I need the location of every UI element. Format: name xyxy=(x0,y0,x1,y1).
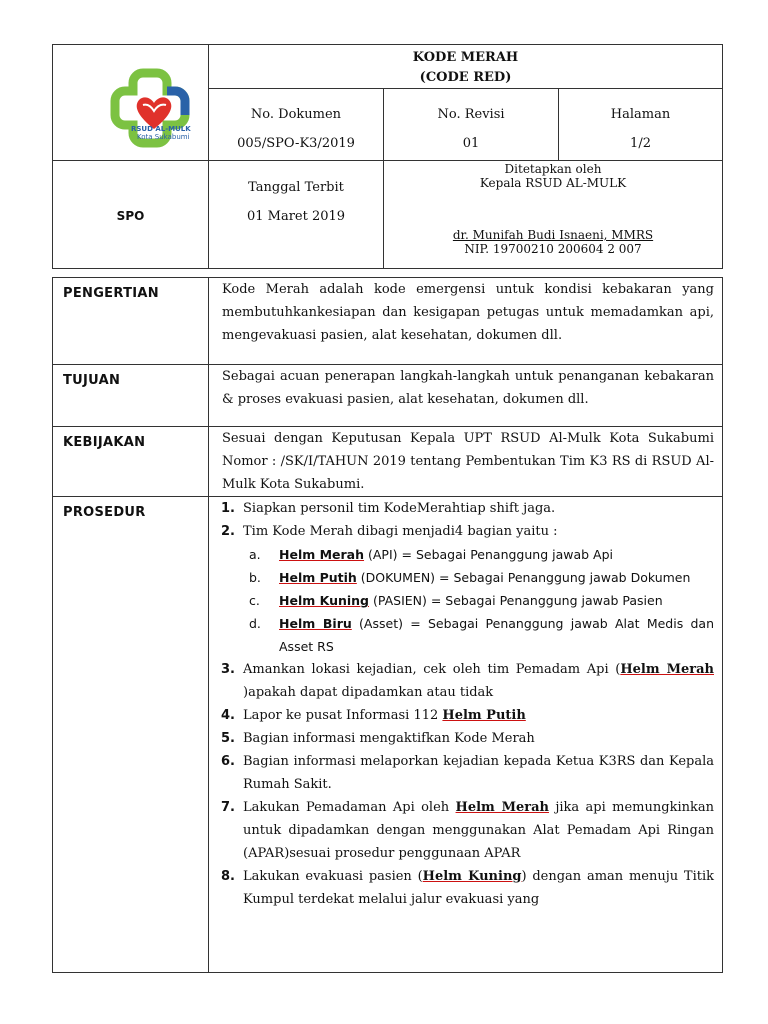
prosedur-content xyxy=(209,497,723,973)
title-cell xyxy=(209,45,723,89)
step-number: 8. xyxy=(221,869,235,884)
step-text: Amankan lokasi kejadian, cek oleh tim Pemadam Api ( xyxy=(243,662,621,677)
step-text: jika api memungkinkan untuk dipadamkan dengan menggunakan Alat Pemadam Api Ringan (APAR)sesuai prosedur penggunaan APAR xyxy=(243,800,714,861)
ditetapkan-line1: Ditetapkan oleh xyxy=(504,162,602,176)
helm-putih-label: Helm Putih xyxy=(442,708,526,723)
step-text: Lapor ke pusat Informasi 112 xyxy=(243,708,443,723)
ditetapkan-line2: Kepala RSUD AL-MULK xyxy=(479,176,627,190)
document-title: KODE MERAH xyxy=(412,50,519,65)
document-page xyxy=(52,44,724,973)
logo-icon xyxy=(53,45,209,159)
logo-cell xyxy=(53,45,209,161)
list-item xyxy=(209,727,714,750)
step-number: 2. xyxy=(221,524,235,539)
ditetapkan-cell xyxy=(384,161,723,269)
step-number: 5. xyxy=(221,731,235,746)
tujuan-label: TUJUAN xyxy=(53,365,209,427)
sub-letter: b. xyxy=(249,570,261,585)
sub-text: (Asset) = Sebagai Penanggung jawab Alat Medis dan Asset RS xyxy=(279,616,714,654)
no-revisi-value: 01 xyxy=(462,136,480,151)
kebijakan-text: Sesuai dengan Keputusan Kepala UPT RSUD Al-Mulk Kota Sukabumi Nomor : /SK/I/TAHUN 2019 tentang Pembentukan Tim K3 RS di RSUD Al-Mulk Kota Sukabumi. xyxy=(209,427,723,497)
helm-merah-label: Helm Merah xyxy=(620,662,714,677)
tanggal-value: 01 Maret 2019 xyxy=(246,209,346,224)
sub-text: (DOKUMEN) = Sebagai Penanggung jawab Dokumen xyxy=(356,570,691,585)
list-item xyxy=(209,704,714,727)
helm-merah-label: Helm Merah xyxy=(279,547,365,562)
step-number: 1. xyxy=(221,501,235,516)
prosedur-label: PROSEDUR xyxy=(53,497,209,973)
list-item xyxy=(243,566,714,589)
halaman-cell xyxy=(559,89,723,161)
halaman-label: Halaman xyxy=(610,107,671,122)
sub-letter: d. xyxy=(249,616,261,631)
list-item xyxy=(209,796,714,865)
signer-name: dr. Munifah Budi Isnaeni, MMRS xyxy=(452,228,654,242)
sub-text: (API) = Sebagai Penanggung jawab Api xyxy=(364,547,614,562)
step-text: Tim Kode Merah dibagi menjadi4 bagian yaitu : xyxy=(243,524,558,539)
no-dokumen-value: 005/SPO-K3/2019 xyxy=(237,136,355,151)
list-item xyxy=(209,520,714,658)
signer-nip: NIP. 19700210 200604 2 007 xyxy=(464,242,642,256)
step-number: 7. xyxy=(221,800,235,815)
step-text: Siapkan personil tim KodeMerahtiap shift jaga. xyxy=(243,501,556,516)
tanggal-label: Tanggal Terbit xyxy=(248,180,344,195)
step-number: 6. xyxy=(221,754,235,769)
no-dokumen-label: No. Dokumen xyxy=(250,107,342,122)
tanggal-cell xyxy=(209,161,384,269)
no-revisi-label: No. Revisi xyxy=(437,107,505,122)
no-dokumen-cell xyxy=(209,89,384,161)
tujuan-text: Sebagai acuan penerapan langkah-langkah untuk penanganan kebakaran & proses evakuasi pasien, alat kesehatan, dokumen dll. xyxy=(209,365,723,427)
step-text: )apakah dapat dipadamkan atau tidak xyxy=(243,685,494,700)
helm-merah-label: Helm Merah xyxy=(455,800,549,815)
helm-kuning-label: Helm Kuning xyxy=(422,869,522,884)
helm-kuning-label: Helm Kuning xyxy=(279,593,369,608)
list-item xyxy=(209,658,714,704)
step-text: Bagian informasi mengaktifkan Kode Merah xyxy=(243,731,535,746)
helm-putih-label: Helm Putih xyxy=(279,570,357,585)
halaman-value: 1/2 xyxy=(630,136,651,151)
list-item xyxy=(209,750,714,796)
spo-label: SPO xyxy=(116,209,145,223)
kebijakan-label: KEBIJAKAN xyxy=(53,427,209,497)
step-text: ) dengan aman menuju Titik Kumpul terdekat melalui jalur evakuasi yang xyxy=(243,869,714,907)
step-number: 3. xyxy=(221,662,235,677)
step-text: Lakukan Pemadaman Api oleh xyxy=(243,800,456,815)
logo-city-name: Kota Sukabumi xyxy=(137,133,190,141)
list-item xyxy=(243,543,714,566)
sub-text: (PASIEN) = Sebagai Penanggung jawab Pasien xyxy=(369,593,663,608)
no-revisi-cell xyxy=(384,89,559,161)
hospital-logo xyxy=(53,45,209,159)
pengertian-text: Kode Merah adalah kode emergensi untuk kondisi kebakaran yang membutuhkankesiapan dan kesigapan petugas untuk memadamkan api, mengevakuasi pasien, alat kesehatan, dokumen dll. xyxy=(209,278,723,365)
step-number: 4. xyxy=(221,708,235,723)
document-subtitle: (CODE RED) xyxy=(419,70,512,85)
step-text: Lakukan evakuasi pasien ( xyxy=(243,869,423,884)
header-table xyxy=(52,44,723,269)
procedure-list xyxy=(209,497,714,911)
content-table xyxy=(52,277,723,973)
list-item xyxy=(243,589,714,612)
logo-hospital-name: RSUD AL-MULK xyxy=(131,125,191,133)
helm-biru-label: Helm Biru xyxy=(279,616,352,631)
list-item xyxy=(209,497,714,520)
sub-letter: c. xyxy=(249,593,260,608)
list-item xyxy=(243,612,714,658)
list-item xyxy=(209,865,714,911)
team-list xyxy=(243,543,714,658)
spo-cell xyxy=(53,161,209,269)
sub-letter: a. xyxy=(249,547,261,562)
pengertian-label: PENGERTIAN xyxy=(53,278,209,365)
step-text: Bagian informasi melaporkan kejadian kepada Ketua K3RS dan Kepala Rumah Sakit. xyxy=(243,754,714,792)
